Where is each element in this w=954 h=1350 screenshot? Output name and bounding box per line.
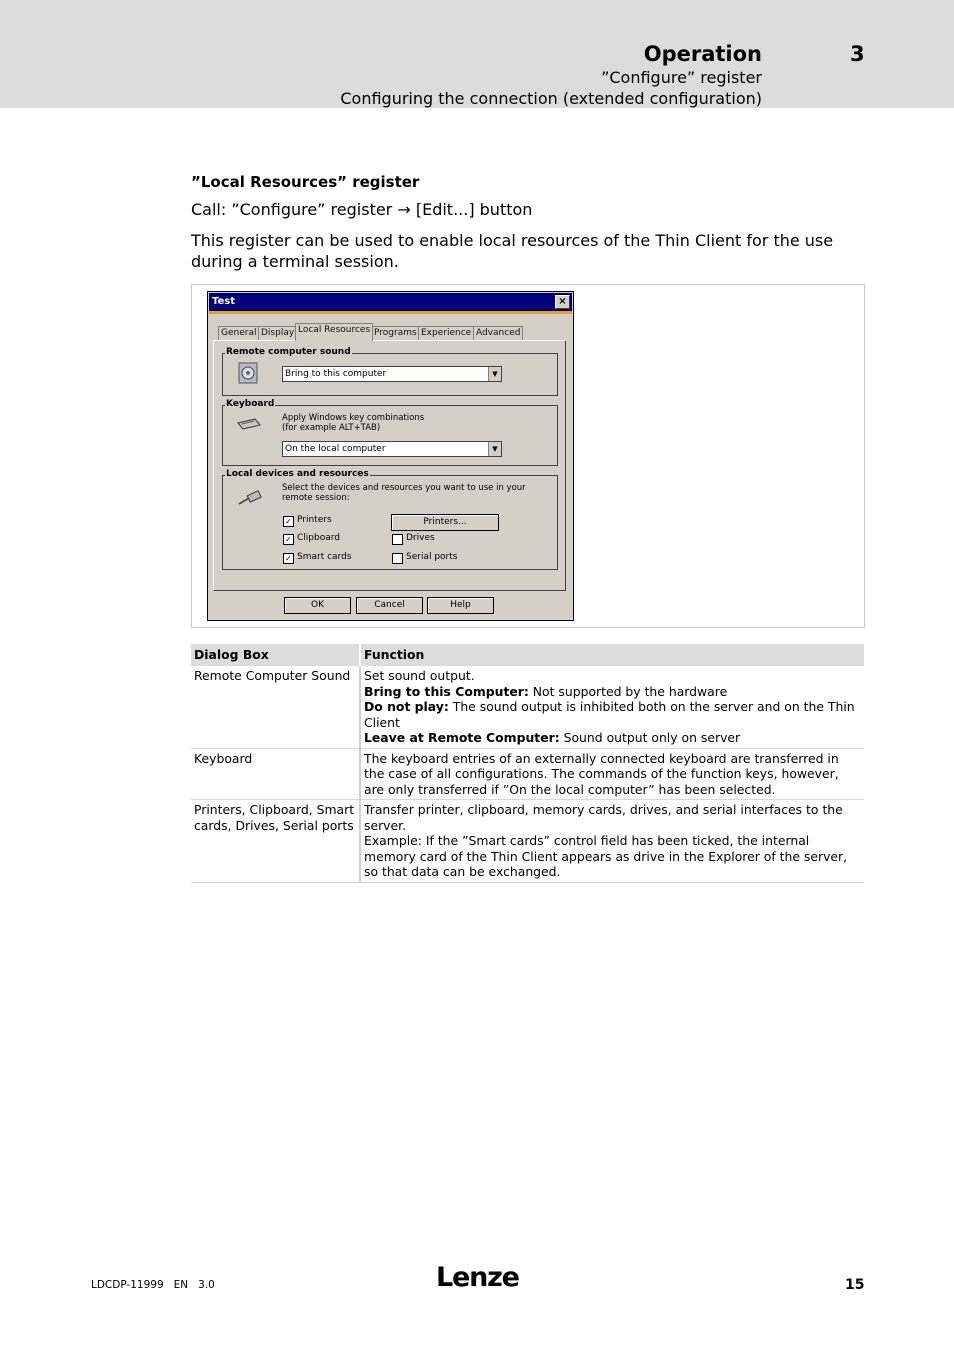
function-line: Transfer printer, clipboard, memory cards, drives, and serial interfaces to the server. — [364, 802, 843, 833]
row-function: The keyboard entries of an externally connected keyboard are transferred in the case of all configurations. The commands of the function keys, however, are only transferred if ”On the local computer” has been selected. — [360, 748, 864, 800]
printers-checkbox[interactable]: ✓ — [283, 516, 294, 527]
test-dialog — [207, 291, 574, 621]
keyboard-text-2: (for example ALT+TAB) — [282, 423, 381, 433]
sound-select[interactable] — [282, 366, 502, 382]
dialog-title: Test — [212, 296, 236, 307]
function-term: Bring to this Computer: — [364, 683, 529, 699]
tab-programs[interactable]: Programs — [371, 326, 420, 340]
header-subtitle-2: Configuring the connection (extended configuration) — [340, 89, 762, 108]
keyboard-text-1: Apply Windows key combinations — [282, 413, 425, 423]
table-row — [191, 748, 864, 800]
close-button[interactable]: × — [555, 295, 570, 309]
group-label: Local devices and resources — [226, 469, 369, 479]
tab-local-resources[interactable]: Local Resources — [295, 323, 373, 341]
smart-cards-checkbox[interactable]: ✓ — [283, 553, 294, 564]
tab-display[interactable]: Display — [258, 326, 297, 340]
devices-text-2: remote session: — [282, 493, 350, 503]
sound-select-value: Bring to this computer — [285, 369, 387, 379]
section-title: ”Local Resources” register — [191, 173, 420, 191]
function-term: Do not play: — [364, 699, 449, 714]
chapter-number: 3 — [850, 42, 865, 66]
function-line — [364, 730, 861, 746]
speaker-icon — [237, 362, 259, 384]
table-row — [191, 666, 864, 748]
header-subtitle: ”Configure” register — [601, 68, 762, 87]
clipboard-label: Clipboard — [297, 533, 340, 543]
column-header: Function — [360, 644, 864, 666]
local-devices-group — [222, 469, 558, 570]
function-line — [364, 699, 861, 730]
ok-button[interactable]: OK — [284, 597, 351, 614]
chevron-down-icon[interactable]: ▼ — [488, 367, 501, 381]
function-desc: The sound output is inhibited both on the server and on the Thin Client — [364, 699, 855, 730]
row-name: Keyboard — [191, 748, 360, 800]
dialog-titlebar — [209, 293, 572, 311]
row-function — [360, 666, 864, 748]
document-id: LDCDP-11999 EN 3.0 — [91, 1279, 215, 1291]
keyboard-group — [222, 399, 558, 466]
row-name: Printers, Clipboard, Smart cards, Drives, Serial ports — [191, 800, 360, 883]
function-line: Set sound output. — [364, 668, 475, 683]
column-header: Dialog Box — [191, 644, 360, 666]
keyboard-select[interactable] — [282, 441, 502, 457]
tab-general[interactable]: General — [218, 326, 259, 340]
function-line: Example: If the ”Smart cards” control field has been ticked, the internal memory card of the Thin Client appears as drive in the Explorer of the server, so that data can be exchanged. — [364, 833, 848, 879]
keyboard-icon — [237, 417, 261, 431]
function-term: Leave at Remote Computer: — [364, 730, 560, 745]
row-function — [360, 800, 864, 883]
printers-button[interactable]: Printers... — [391, 514, 499, 531]
plug-icon — [237, 490, 263, 506]
tab-experience[interactable]: Experience — [418, 326, 474, 340]
group-label: Keyboard — [226, 399, 275, 409]
remote-sound-group — [222, 347, 558, 396]
devices-text-1: Select the devices and resources you want to use in your — [282, 483, 526, 493]
function-line — [364, 684, 861, 700]
page-number: 15 — [845, 1277, 865, 1293]
function-table — [191, 644, 864, 883]
row-name: Remote Computer Sound — [191, 666, 360, 748]
drives-checkbox[interactable] — [392, 534, 403, 545]
function-desc: Sound output only on server — [559, 730, 741, 745]
group-label: Remote computer sound — [226, 347, 351, 357]
table-row — [191, 800, 864, 883]
serial-ports-label: Serial ports — [406, 552, 458, 562]
cancel-button[interactable]: Cancel — [356, 597, 423, 614]
table-header-row — [191, 644, 864, 666]
drives-label: Drives — [406, 533, 435, 543]
serial-ports-checkbox[interactable] — [392, 553, 403, 564]
call-instruction: Call: ”Configure” register → [Edit...] button — [191, 200, 533, 219]
keyboard-select-value: On the local computer — [285, 444, 386, 454]
chapter-title: Operation — [643, 42, 762, 66]
smart-cards-label: Smart cards — [297, 552, 352, 562]
clipboard-checkbox[interactable]: ✓ — [283, 534, 294, 545]
printers-label: Printers — [297, 515, 332, 525]
intro-paragraph: This register can be used to enable local resources of the Thin Client for the use during a terminal session. — [191, 231, 834, 271]
help-button[interactable]: Help — [427, 597, 494, 614]
lenze-logo: Lenze — [436, 1262, 519, 1293]
chevron-down-icon[interactable]: ▼ — [488, 442, 501, 456]
tab-advanced[interactable]: Advanced — [473, 326, 523, 340]
title-accent-stripe — [209, 311, 572, 314]
function-desc: Not supported by the hardware — [528, 683, 728, 699]
